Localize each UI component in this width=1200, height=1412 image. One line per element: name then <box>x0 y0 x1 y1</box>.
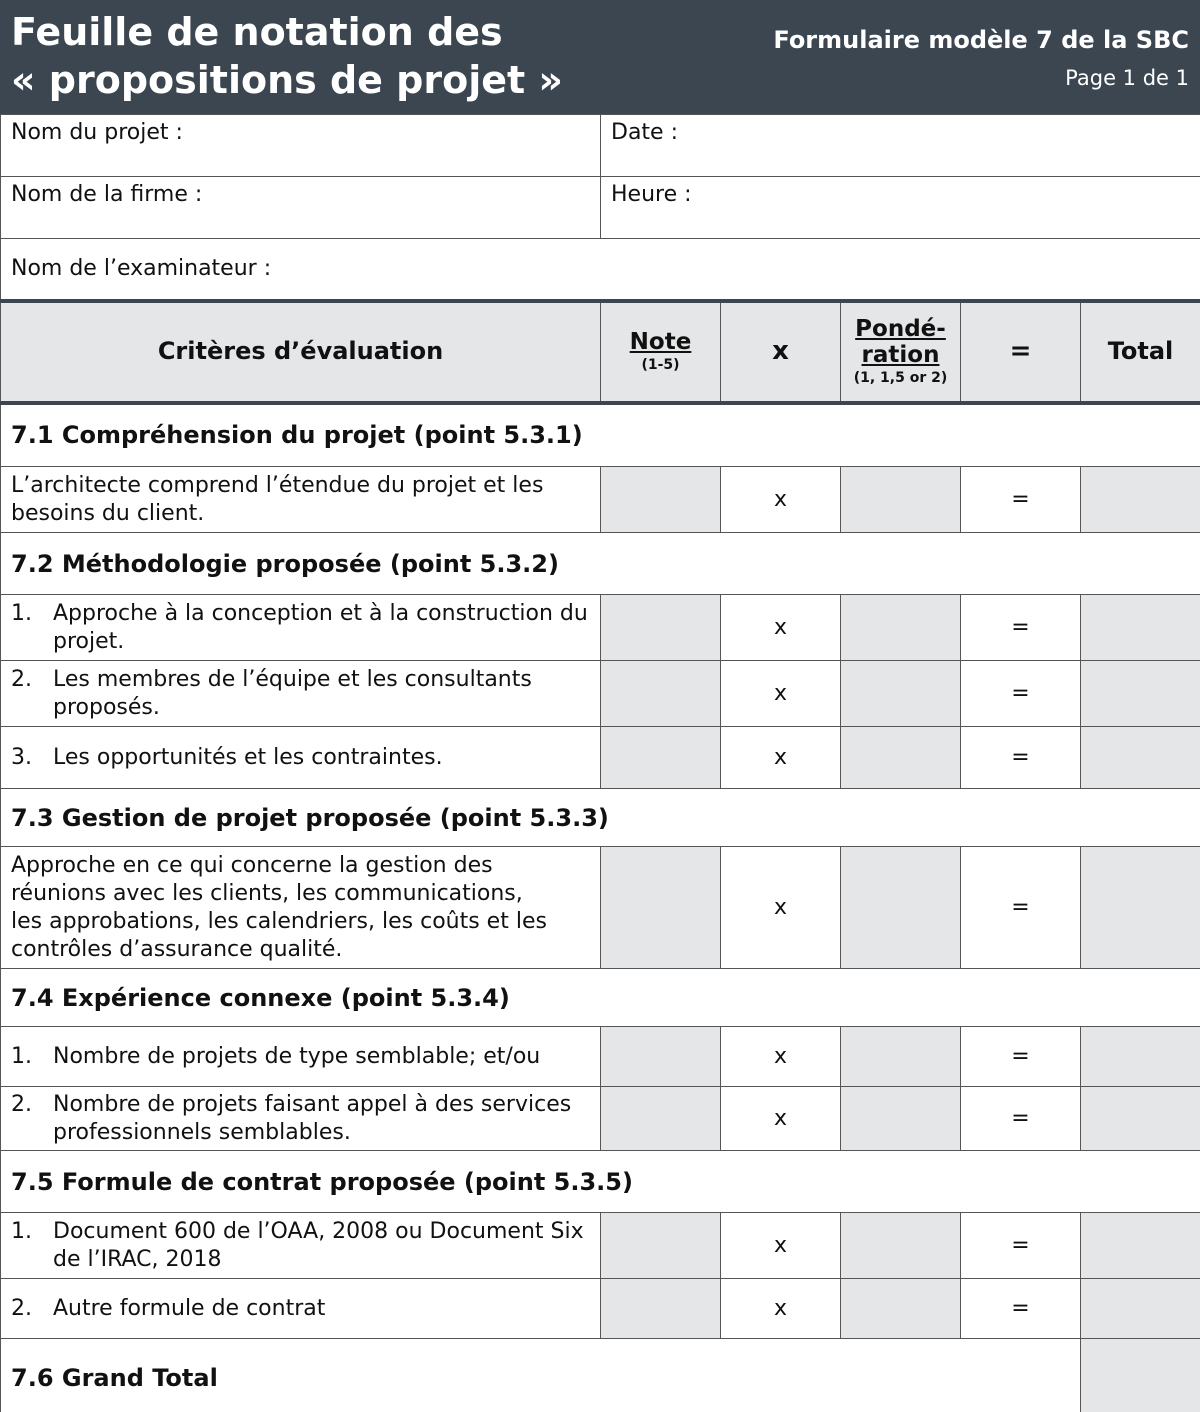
note-input-cell[interactable] <box>601 661 721 727</box>
criterion-text: Document 600 de l’OAA, 2008 ou Document Six de l’IRAC, 2018 <box>53 1218 584 1272</box>
time-label: Heure : <box>611 182 692 207</box>
form-header <box>0 0 1200 114</box>
weight-input-cell[interactable] <box>841 595 961 661</box>
project-name-label: Nom du projet : <box>11 120 183 145</box>
section-title: 7.1 Compréhension du projet (point 5.3.1) <box>1 403 1200 467</box>
criterion-row <box>1 847 1200 969</box>
criterion-item <box>11 600 590 656</box>
criterion-item <box>11 1091 590 1147</box>
grand-total-label: 7.6 Grand Total <box>1 1339 1081 1412</box>
criterion-item <box>11 1218 590 1274</box>
times-sign: x <box>721 1279 841 1339</box>
weight-input-cell[interactable] <box>841 727 961 789</box>
criterion-number: 1. <box>11 1218 32 1244</box>
project-name-field[interactable] <box>1 115 601 177</box>
criterion-row <box>1 1279 1200 1339</box>
weight-input-cell[interactable] <box>841 661 961 727</box>
total-input-cell[interactable] <box>1081 1027 1200 1087</box>
criterion-row <box>1 1087 1200 1151</box>
weight-input-cell[interactable] <box>841 1027 961 1087</box>
equals-sign: = <box>961 847 1081 969</box>
times-sign: x <box>721 1213 841 1279</box>
criterion-cell <box>1 1213 601 1279</box>
criterion-item <box>11 744 590 772</box>
criterion-text: Les membres de l’équipe et les consultants proposés. <box>53 666 532 720</box>
time-field[interactable] <box>601 177 1200 239</box>
times-sign: x <box>721 595 841 661</box>
criterion-text-line: contrôles d’assurance qualité. <box>11 936 343 962</box>
note-input-cell[interactable] <box>601 1027 721 1087</box>
criterion-row <box>1 661 1200 727</box>
total-input-cell[interactable] <box>1081 467 1200 533</box>
criterion-cell <box>1 1087 601 1151</box>
scoring-table <box>0 114 1200 1412</box>
criterion-number: 3. <box>11 744 32 770</box>
criterion-number: 2. <box>11 1091 32 1117</box>
page-number: Page 1 de 1 <box>1065 66 1189 90</box>
criterion-cell <box>1 1279 601 1339</box>
equals-sign: = <box>961 727 1081 789</box>
times-sign: x <box>721 727 841 789</box>
criterion-row <box>1 1213 1200 1279</box>
total-column-header: Total <box>1081 301 1200 403</box>
criterion-row <box>1 595 1200 661</box>
criterion-text-line: Approche en ce qui concerne la gestion des <box>11 852 493 878</box>
times-sign: x <box>721 661 841 727</box>
date-field[interactable] <box>601 115 1200 177</box>
criterion-item <box>11 1043 590 1071</box>
criterion-text: L’architecte comprend l’étendue du projet et les besoins du client. <box>11 472 544 526</box>
examiner-name-label: Nom de l’examinateur : <box>11 255 272 281</box>
times-sign: x <box>721 1087 841 1151</box>
criterion-item <box>11 1295 590 1323</box>
total-input-cell[interactable] <box>1081 1087 1200 1151</box>
grand-total-cell[interactable] <box>1081 1339 1200 1412</box>
weight-input-cell[interactable] <box>841 1213 961 1279</box>
total-input-cell[interactable] <box>1081 1279 1200 1339</box>
section-row <box>1 969 1200 1027</box>
examiner-name-field[interactable] <box>1 239 1200 301</box>
criterion-cell <box>1 727 601 789</box>
weight-input-cell[interactable] <box>841 1279 961 1339</box>
note-input-cell[interactable] <box>601 467 721 533</box>
note-input-cell[interactable] <box>601 1279 721 1339</box>
grand-total-row <box>1 1339 1200 1412</box>
equals-sign: = <box>961 1087 1081 1151</box>
info-row-1 <box>1 115 1200 177</box>
criterion-text: Nombre de projets de type semblable; et/ou <box>53 1043 541 1069</box>
firm-name-field[interactable] <box>1 177 601 239</box>
times-sign: x <box>721 847 841 969</box>
weight-input-cell[interactable] <box>841 1087 961 1151</box>
criterion-row <box>1 1027 1200 1087</box>
equals-sign: = <box>961 1027 1081 1087</box>
section-title: 7.2 Méthodologie proposée (point 5.3.2) <box>1 533 1200 595</box>
criterion-cell <box>1 1027 601 1087</box>
criterion-text-line: les approbations, les calendriers, les coûts et les <box>11 908 547 934</box>
form-title-line-2: « propositions de projet » <box>11 58 563 102</box>
section-row <box>1 533 1200 595</box>
weight-column-header: Pondé- ration (1, 1,5 or 2) <box>841 301 961 403</box>
section-title: 7.3 Gestion de projet proposée (point 5.3.3) <box>1 789 1200 847</box>
form-model-label: Formulaire modèle 7 de la SBC <box>773 26 1189 54</box>
criterion-text-line: réunions avec les clients, les communications, <box>11 880 523 906</box>
section-title: 7.4 Expérience connexe (point 5.3.4) <box>1 969 1200 1027</box>
total-input-cell[interactable] <box>1081 727 1200 789</box>
criterion-row <box>1 467 1200 533</box>
criteria-column-header: Critères d’évaluation <box>1 301 601 403</box>
total-input-cell[interactable] <box>1081 847 1200 969</box>
note-input-cell[interactable] <box>601 1213 721 1279</box>
total-input-cell[interactable] <box>1081 1213 1200 1279</box>
equals-column-header: = <box>961 301 1081 403</box>
criterion-cell <box>1 847 601 969</box>
weight-input-cell[interactable] <box>841 847 961 969</box>
section-row <box>1 403 1200 467</box>
criterion-item <box>11 666 590 722</box>
times-sign: x <box>721 1027 841 1087</box>
note-input-cell[interactable] <box>601 847 721 969</box>
info-row-3 <box>1 239 1200 301</box>
criterion-text: Les opportunités et les contraintes. <box>53 744 443 770</box>
equals-sign: = <box>961 1279 1081 1339</box>
firm-name-label: Nom de la firme : <box>11 182 203 207</box>
times-column-header: x <box>721 301 841 403</box>
note-column-header: Note (1-5) <box>601 301 721 403</box>
equals-sign: = <box>961 1213 1081 1279</box>
criterion-cell <box>1 661 601 727</box>
date-label: Date : <box>611 120 678 145</box>
section-row <box>1 789 1200 847</box>
criterion-number: 1. <box>11 1043 32 1069</box>
section-row <box>1 1151 1200 1213</box>
weight-input-cell[interactable] <box>841 467 961 533</box>
equals-sign: = <box>961 595 1081 661</box>
form-title <box>11 8 563 104</box>
equals-sign: = <box>961 661 1081 727</box>
criterion-number: 1. <box>11 600 32 626</box>
criterion-text: Approche à la conception et à la construction du projet. <box>53 600 588 654</box>
info-row-2 <box>1 177 1200 239</box>
equals-sign: = <box>961 467 1081 533</box>
times-sign: x <box>721 467 841 533</box>
criterion-number: 2. <box>11 666 32 692</box>
total-input-cell[interactable] <box>1081 661 1200 727</box>
note-input-cell[interactable] <box>601 1087 721 1151</box>
criterion-row <box>1 727 1200 789</box>
form-title-line-1: Feuille de notation des <box>11 10 503 54</box>
note-input-cell[interactable] <box>601 595 721 661</box>
section-title: 7.5 Formule de contrat proposée (point 5.3.5) <box>1 1151 1200 1213</box>
criterion-cell <box>1 467 601 533</box>
note-input-cell[interactable] <box>601 727 721 789</box>
column-header-row <box>1 301 1200 403</box>
criterion-text: Nombre de projets faisant appel à des services professionnels semblables. <box>53 1091 572 1145</box>
criterion-cell <box>1 595 601 661</box>
criterion-number: 2. <box>11 1295 32 1321</box>
total-input-cell[interactable] <box>1081 595 1200 661</box>
criterion-text: Autre formule de contrat <box>53 1295 326 1321</box>
